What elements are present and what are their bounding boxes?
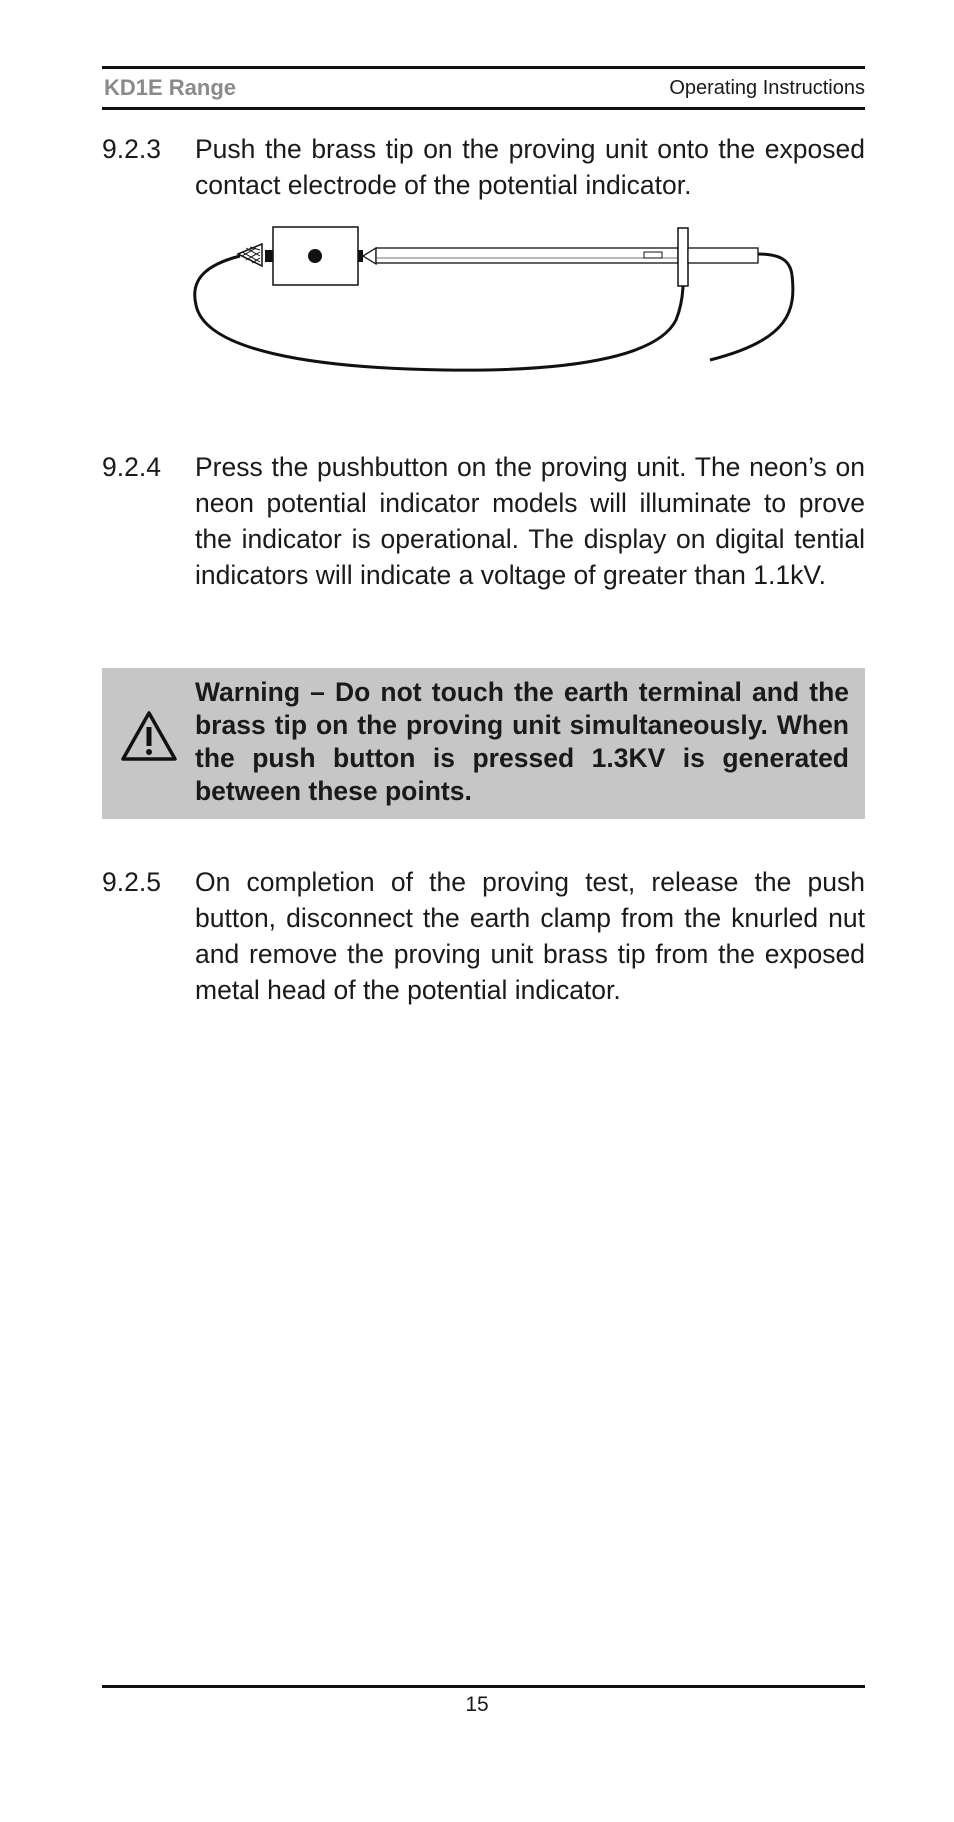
header-bottom-rule <box>102 107 865 110</box>
header-product-name: KD1E Range <box>104 75 237 100</box>
step-text: Press the pushbutton on the proving unit. The neon’s on neon potential indicator models will illuminate to prove the indicator is operational. The display on digital tential indicators will indicate a voltage of greater than 1.1kV. <box>195 452 865 590</box>
warning-text: Warning – Do not touch the earth terminal and the brass tip on the proving unit simultaneously. When the push button is pressed 1.3KV is generated between these points. <box>195 677 849 806</box>
header-doc-type: Operating Instructions <box>669 77 865 99</box>
step-text: Push the brass tip on the proving unit onto the exposed contact electrode of the potential indicator. <box>195 134 865 200</box>
page-number: 15 <box>465 1693 489 1716</box>
footer-rule <box>102 1685 865 1688</box>
step-number: 9.2.3 <box>102 134 161 164</box>
indicator-flange <box>678 228 688 286</box>
earth-lead-cable <box>195 253 683 370</box>
step-text: On completion of the proving test, release the push button, disconnect the earth clamp from the knurled nut and remove the proving unit brass tip from the exposed metal head of the potential indicator. <box>195 867 865 1005</box>
warning-triangle-icon <box>120 710 178 762</box>
earth-clamp-icon <box>238 244 262 266</box>
step-number: 9.2.5 <box>102 867 161 897</box>
knurled-nut <box>688 248 758 263</box>
header-top-rule <box>102 66 865 69</box>
proving-unit-diagram <box>190 220 800 410</box>
step-number: 9.2.4 <box>102 452 161 482</box>
brass-tip <box>363 248 376 264</box>
indicator-rod <box>376 248 678 263</box>
pushbutton-icon <box>308 249 322 263</box>
warning-box <box>102 668 865 819</box>
